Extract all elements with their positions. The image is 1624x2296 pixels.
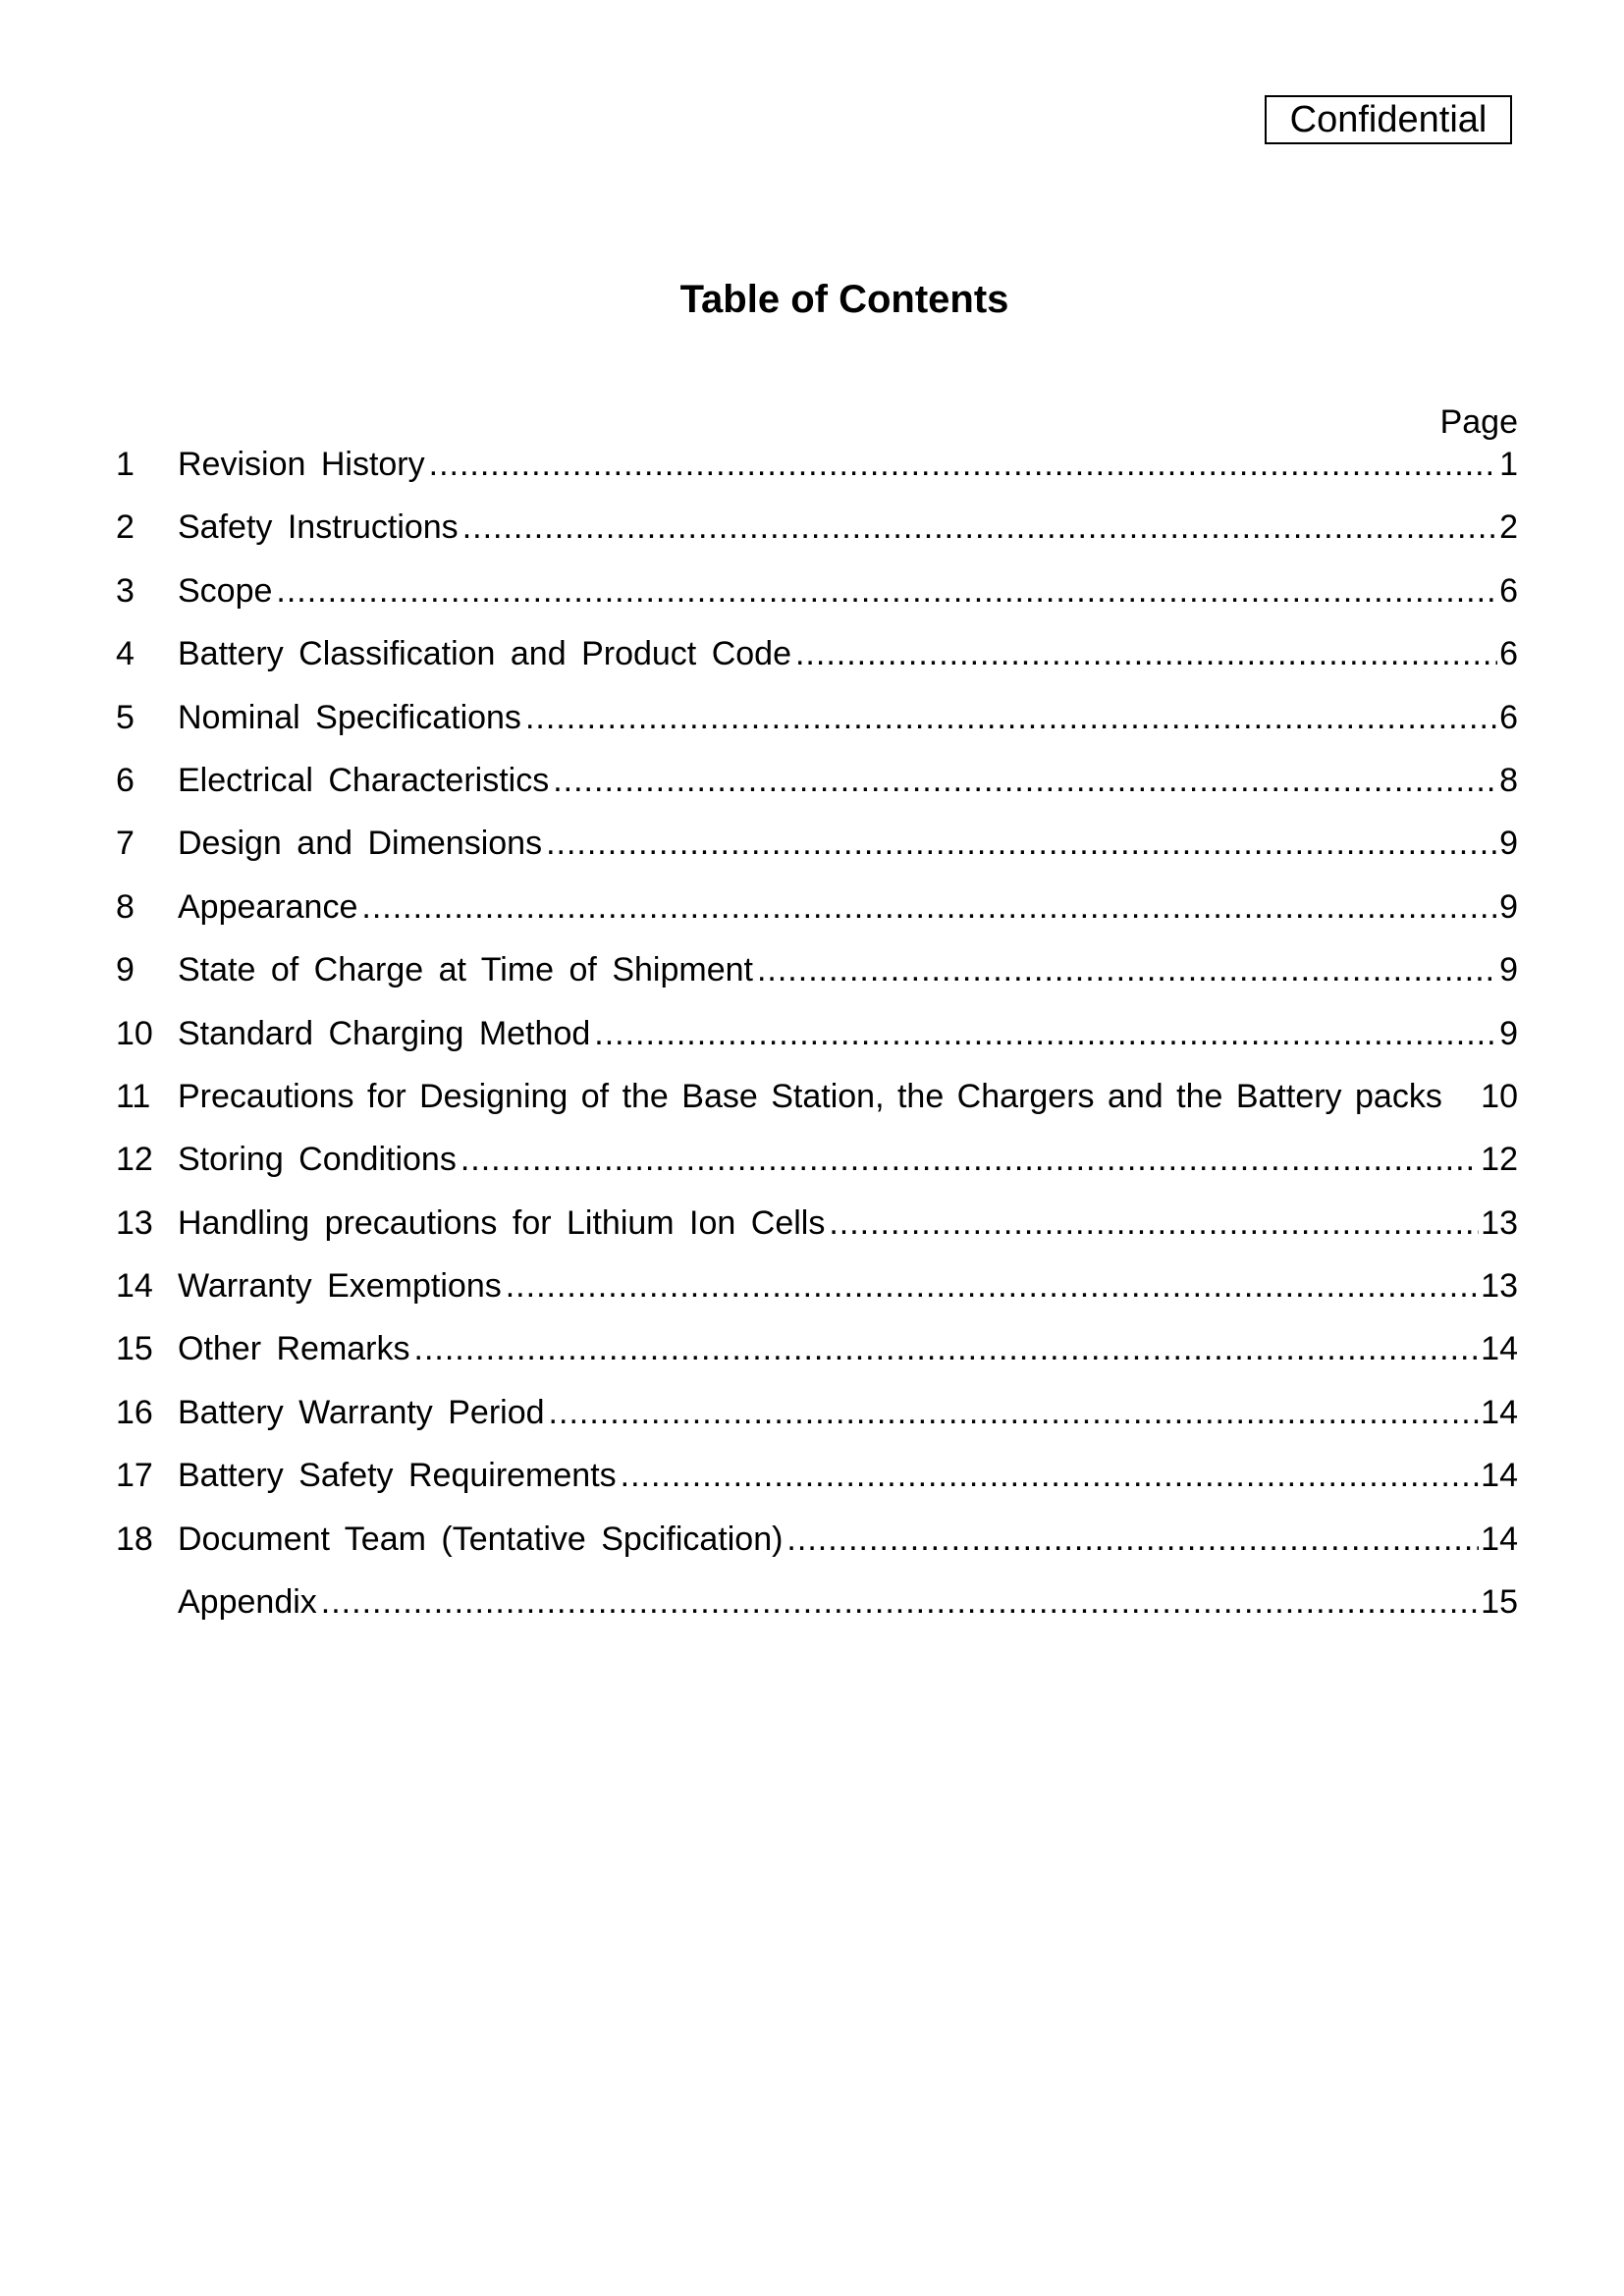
dot-leader <box>462 503 1497 552</box>
toc-entry-2[interactable] <box>116 503 1518 565</box>
toc-entry-number: 12 <box>116 1141 153 1179</box>
toc-entry-4[interactable] <box>116 629 1518 692</box>
toc-entry-number: 18 <box>116 1520 153 1558</box>
toc-entry-page: 6 <box>1499 635 1518 673</box>
toc-entry-page: 14 <box>1481 1393 1518 1431</box>
toc-entry-page: 9 <box>1499 1014 1518 1052</box>
toc-entry-number: 5 <box>116 698 135 736</box>
dot-leader <box>757 945 1497 994</box>
toc-entry-number: 16 <box>116 1393 153 1431</box>
toc-entry-page: 13 <box>1481 1203 1518 1242</box>
page-title: Table of Contents <box>679 278 1009 321</box>
toc-entry-6[interactable] <box>116 756 1518 819</box>
dot-leader <box>549 1388 1480 1437</box>
toc-entry-number: 3 <box>116 571 135 610</box>
toc-entry-page: 2 <box>1499 508 1518 547</box>
toc-entry-number: 8 <box>116 887 135 926</box>
toc-entry-title[interactable]: Storing Conditions <box>178 1141 457 1179</box>
toc-entry-title[interactable]: Appearance <box>178 887 358 926</box>
toc-entry-number: 1 <box>116 446 135 483</box>
toc-entry-page: 9 <box>1499 887 1518 926</box>
toc-entry-number: 4 <box>116 635 135 673</box>
toc-entry-appendix[interactable] <box>116 1577 1518 1640</box>
toc-entry-number: 11 <box>116 1077 151 1115</box>
toc-entry-page: 14 <box>1481 1330 1518 1368</box>
toc-entry-title[interactable]: Revision History <box>178 446 425 483</box>
toc-entry-page: 6 <box>1499 698 1518 736</box>
toc-entry-page: 13 <box>1481 1267 1518 1306</box>
toc-entry-title[interactable]: Electrical Characteristics <box>178 761 550 799</box>
toc-entry-title[interactable]: Warranty Exemptions <box>178 1267 502 1306</box>
dot-leader <box>276 566 1497 615</box>
toc-entry-title[interactable]: Battery Safety Requirements <box>178 1457 617 1495</box>
dot-leader <box>506 1261 1479 1310</box>
toc-entry-page: 6 <box>1499 571 1518 610</box>
toc-entry-18[interactable] <box>116 1515 1518 1577</box>
dot-leader <box>414 1324 1480 1373</box>
toc-entry-8[interactable] <box>116 882 1518 945</box>
toc-entry-number: 15 <box>116 1330 153 1368</box>
toc-entry-page: 9 <box>1499 825 1518 863</box>
toc-entry-title[interactable]: Scope <box>178 571 273 610</box>
dot-leader <box>553 756 1497 805</box>
toc-entry-16[interactable] <box>116 1388 1518 1451</box>
toc-entry-17[interactable] <box>116 1451 1518 1514</box>
dot-leader <box>786 1515 1479 1564</box>
dot-leader <box>361 882 1497 932</box>
toc-entry-title[interactable]: Design and Dimensions <box>178 825 543 863</box>
toc-entry-1[interactable] <box>116 440 1518 503</box>
dot-leader <box>795 629 1497 678</box>
toc-entry-title[interactable]: Precautions for Designing of the Base Station, the Chargers and the Battery packs <box>178 1077 1442 1115</box>
toc-entry-number: 2 <box>116 508 135 547</box>
toc-entry-page: 1 <box>1499 446 1518 483</box>
toc-entry-15[interactable] <box>116 1324 1518 1387</box>
toc-entry-10[interactable] <box>116 1009 1518 1072</box>
toc-entry-page: 14 <box>1481 1520 1518 1558</box>
toc-entry-title[interactable]: Battery Warranty Period <box>178 1393 545 1431</box>
dot-leader <box>546 819 1497 868</box>
toc-entry-title[interactable]: State of Charge at Time of Shipment <box>178 951 753 989</box>
toc-entry-title[interactable]: Safety Instructions <box>178 508 459 547</box>
toc-entry-title[interactable]: Document Team (Tentative Spcification) <box>178 1520 784 1558</box>
table-of-contents <box>116 440 1518 1640</box>
toc-entry-number: 13 <box>116 1203 153 1242</box>
confidential-label: Confidential <box>1265 95 1512 144</box>
toc-entry-page: 10 <box>1481 1077 1518 1115</box>
toc-entry-title[interactable]: Nominal Specifications <box>178 698 521 736</box>
toc-entry-7[interactable] <box>116 819 1518 881</box>
toc-entry-12[interactable] <box>116 1135 1518 1198</box>
dot-leader <box>429 440 1497 489</box>
toc-entry-13[interactable] <box>116 1199 1518 1261</box>
toc-entry-title[interactable]: Appendix <box>178 1583 317 1622</box>
dot-leader <box>829 1199 1479 1248</box>
toc-entry-number: 14 <box>116 1267 153 1306</box>
toc-entry-number: 6 <box>116 761 135 799</box>
dot-leader <box>460 1135 1479 1184</box>
page-column-label: Page <box>1439 403 1518 441</box>
toc-entry-page: 8 <box>1499 761 1518 799</box>
toc-entry-number: 17 <box>116 1457 153 1495</box>
toc-entry-title[interactable]: Battery Classification and Product Code <box>178 635 791 673</box>
toc-entry-page: 14 <box>1481 1457 1518 1495</box>
toc-entry-number: 10 <box>116 1014 153 1052</box>
dot-leader <box>594 1009 1497 1058</box>
toc-entry-page: 12 <box>1481 1141 1518 1179</box>
toc-entry-5[interactable] <box>116 693 1518 756</box>
toc-entry-number: 9 <box>116 951 135 989</box>
toc-entry-title[interactable]: Standard Charging Method <box>178 1014 591 1052</box>
toc-entry-9[interactable] <box>116 945 1518 1008</box>
dot-leader <box>621 1451 1480 1500</box>
toc-entry-title[interactable]: Handling precautions for Lithium Ion Cells <box>178 1203 826 1242</box>
toc-entry-14[interactable] <box>116 1261 1518 1324</box>
dot-leader <box>525 693 1497 742</box>
toc-entry-3[interactable] <box>116 566 1518 629</box>
toc-entry-page: 9 <box>1499 951 1518 989</box>
dot-leader <box>321 1577 1479 1627</box>
toc-entry-number: 7 <box>116 825 135 863</box>
toc-entry-11[interactable] <box>116 1072 1518 1135</box>
toc-entry-page: 15 <box>1481 1583 1518 1622</box>
toc-entry-title[interactable]: Other Remarks <box>178 1330 410 1368</box>
